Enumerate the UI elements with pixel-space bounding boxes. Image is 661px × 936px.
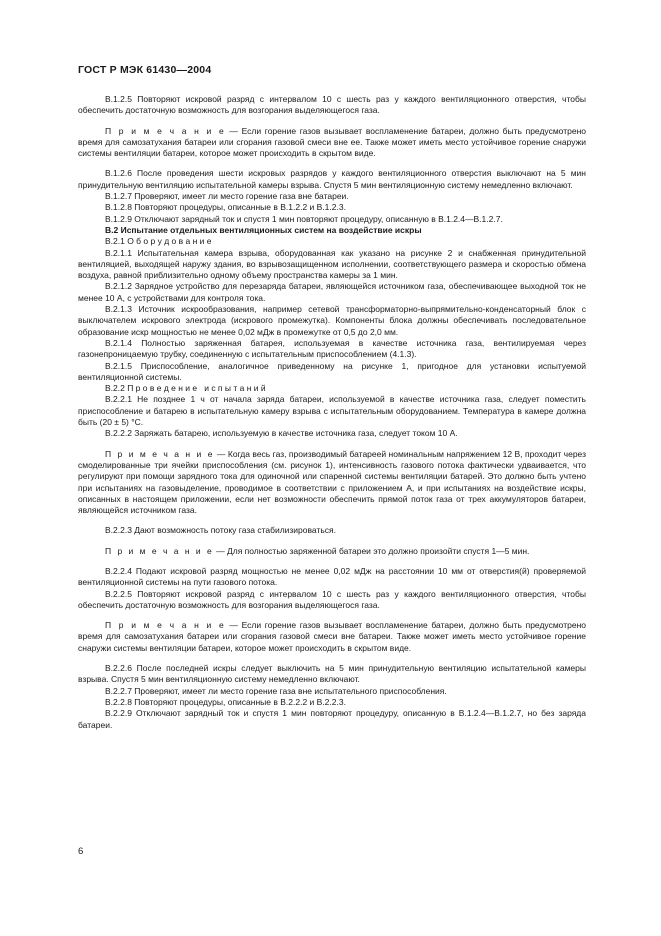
clause-b221: В.2.2.1 Не позднее 1 ч от начала заряда батареи, используемой в качестве источника газа, следует поместить приспособление и батарею в испытательную камеру взрыва с испытательным оборудованием. Температура в камере должна быть (20 ± 5) °С. [78,394,586,428]
document-header: ГОСТ Р МЭК 61430—2004 [78,64,212,76]
clause-b228: В.2.2.8 Повторяют процедуры, описанные в В.2.2.2 и В.2.2.3. [105,696,346,707]
note [78,620,586,654]
subsection-b22: В.2.2 П р о в е д е н и е и с п ы т а н и й [105,383,266,394]
note-label: П р и м е ч а н и е [105,125,226,136]
note-text: — Если горение газов вызывает воспламенение батареи, должно быть предусмотрено время для самозатухания батареи или сгорания газовой смеси вне ее. Также может иметь место устойчивое горение снаружи системы вентиляции батареи, которое может происходить в скрытом виде. [78,125,586,159]
clause-b215: В.2.1.5 Приспособление, аналогичное приведенному на рисунке 1, пригодное для установки испытуемой вентиляционной системы. [78,360,586,382]
note-text: — Когда весь газ, производимый батареей номинальным напряжением 12 В, проходит через смоделированные три ячейки приспособления (см. рисунок 1), интенсивность газового потока фактически удваивается, что регулируют при помощи зарядного тока для одиночной или спаренной системы вентиляции батарей. Это должно быть учтено при испытаниях на газовыделение, проводимое в соответствии с приложением А, и при испытаниях на воздействие искры, описанных в настоящем приложении, если нет возможности обеспечить прямой поток газа от трех аккумуляторов батареи, являющейся источником газа. [78,448,586,516]
clause-b225: В.2.2.5 Повторяют искровой разряд с интервалом 10 с шесть раз у каждого вентиляционного отверстия, чтобы обеспечить достаточную возможность для возгорания выделяющегося газа. [78,588,586,610]
clause-b213: В.2.1.3 Источник искрообразования, например сетевой трансформаторно-выпрямительно-конденсаторный блок с выключателем искрового электрода (искрового промежутка). Компоненты блока должны обеспечивать последовательное образование искр мощностью не менее 0,02 мДж в промежутке от 0,5 до 2,0 мм. [78,304,586,337]
clause-b222: В.2.2.2 Заряжать батарею, используемую в качестве источника газа, следует током 10 А. [105,428,458,439]
clause-b229: В.2.2.9 Отключают зарядный ток и спустя 1 мин повторяют процедуру, описанную в В.1.2.4—В.1.2.7, но без заряда батареи. [78,708,586,730]
clause-b227: В.2.2.7 Проверяют, имеет ли место горение газа вне испытательного приспособления. [105,685,447,696]
note [78,126,586,160]
clause-b128: В.1.2.8 Повторяют процедуры, описанные в В.1.2.2 и В.1.2.3. [105,202,346,213]
clause-b126: В.1.2.6 После проведения шести искровых разрядов у каждого вентиляционного отверстия выключают на 5 мин принудительную вентиляцию испытательной камеры взрыва. Спустя 5 мин вентиляционную систему немедленно включают. [78,168,586,190]
note-label: П р и м е ч а н и е [105,620,226,631]
note [78,546,586,557]
document-body [78,94,586,731]
clause-b224: В.2.2.4 Подают искровой разряд мощностью не менее 0,02 мДж на расстоянии 10 мм от отверстия(й) проверяемой вентиляционной системы на пути газового потока. [78,565,586,588]
clause-b223: В.2.2.3 Дают возможность потоку газа стабилизироваться. [105,525,337,536]
note-label: П р и м е ч а н и е [105,448,215,459]
section-heading-b2: В.2 Испытание отдельных вентиляционных систем на воздействие искры [105,224,422,235]
clause-b211: В.2.1.1 Испытательная камера взрыва, оборудованная как указано на рисунке 2 и снабженная принудительной вентиляцией, выходящей наружу здания, во взрывозащищенном исполнении, соответствующего размера и скоростью обмена воздуха, равной приблизительно одному объему пространства камеры за 1 мин. [78,247,586,281]
clause-b212: В.2.1.2 Зарядное устройство для перезаряда батареи, являющейся источником газа, обеспечивающее выходной ток не менее 10 А, с устройствами для контроля тока. [78,281,586,303]
subsection-b21: В.2.1 О б о р у д о в а н и е [105,236,212,247]
clause-b129: В.1.2.9 Отключают зарядный ток и спустя 1 мин повторяют процедуру, описанную в В.1.2.4—В.1.2.7. [105,213,503,224]
note-label: П р и м е ч а н и е [105,545,214,556]
page-number: 6 [78,846,84,857]
clause-b125: В.1.2.5 Повторяют искровой разряд с интервалом 10 с шесть раз у каждого вентиляционного отверстия, чтобы обеспечить достаточную возможность для возгорания выделяющегося газа. [78,94,586,116]
clause-b226: В.2.2.6 После последней искры следует выключить на 5 мин принудительную вентиляцию испытательной камеры взрыва. Спустя 5 мин вентиляционную систему немедленно включают. [78,663,586,685]
note-text: — Если горение газов вызывает воспламенение батареи, должно быть предусмотрено время для самозатухания батареи или сгорания газовой смеси вне батареи. Также может иметь место устойчивое горение снаружи системы вентиляции батареи, которое может происходить в скрытом виде. [78,620,586,653]
clause-b214: В.2.1.4 Полностью заряженная батарея, используемая в качестве источника газа, вентилируемая через газонепроницаемую трубку, соединенную с испытательным приспособлением (4.1.3). [78,337,586,360]
clause-b127: В.1.2.7 Проверяют, имеет ли место горение газа вне батареи. [105,191,349,202]
note [78,449,586,517]
note-text: — Для полностью заряженной батареи это должно произойти спустя 1—5 мин. [213,545,530,556]
